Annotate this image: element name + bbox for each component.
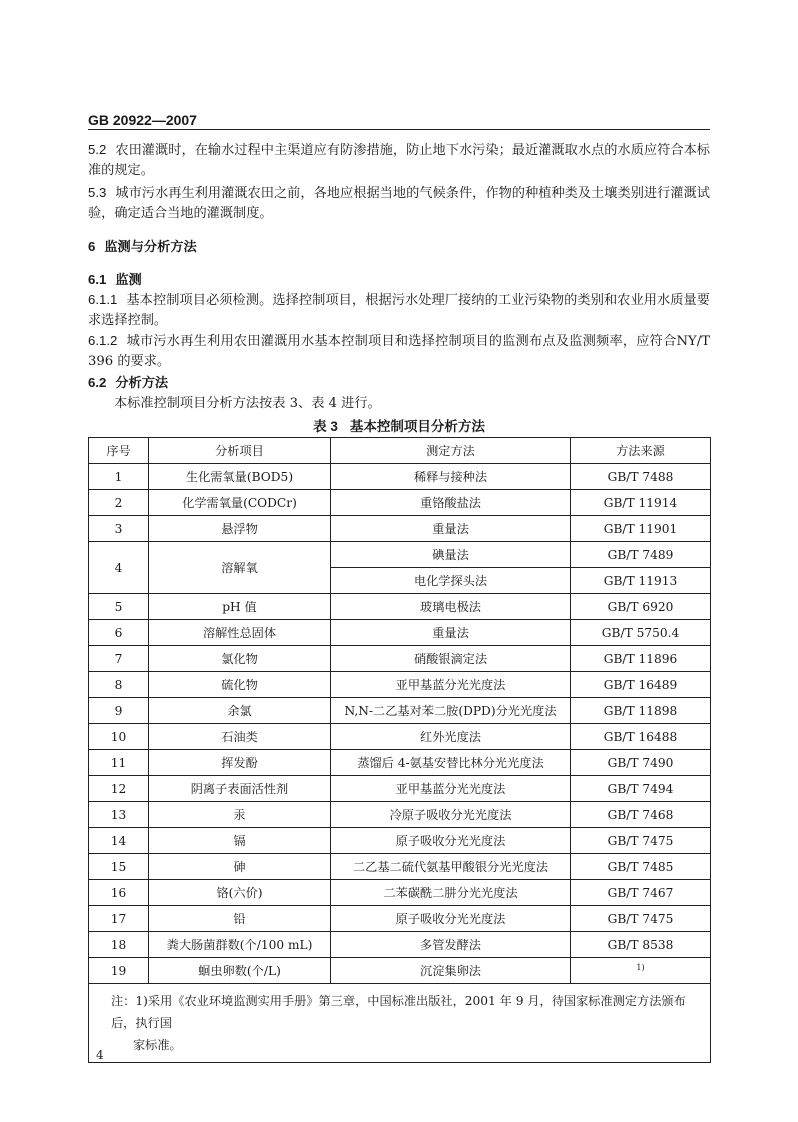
row-source: GB/T 7485: [571, 854, 711, 880]
row-method: 稀释与接种法: [331, 464, 571, 490]
row-item: 蛔虫卵数(个/L): [149, 958, 331, 984]
row-no: 12: [89, 776, 149, 802]
row-source: GB/T 11913: [571, 568, 711, 594]
row-method: 原子吸收分光光度法: [331, 828, 571, 854]
table-header-row: [89, 438, 711, 464]
table-note: [89, 984, 711, 1063]
table-row: [89, 906, 711, 932]
row-source: GB/T 7475: [571, 906, 711, 932]
header-method: 测定方法: [331, 438, 571, 464]
row-no: 10: [89, 724, 149, 750]
row-method: 沉淀集卵法: [331, 958, 571, 984]
row-no: 8: [89, 672, 149, 698]
paragraph-6-1-1: [88, 290, 710, 331]
section-heading-6: [88, 237, 710, 257]
clause-number: 6.1.2: [88, 333, 118, 348]
section-number: 6: [88, 239, 96, 254]
table-label: 表 3: [313, 419, 338, 434]
table-row: [89, 542, 711, 568]
table-row: [89, 828, 711, 854]
note-line-2: 家标准。: [133, 1038, 182, 1052]
row-no: 5: [89, 594, 149, 620]
standard-code: GB 20922—2007: [88, 112, 197, 128]
section-title: 监测: [115, 272, 142, 287]
table-row: [89, 958, 711, 984]
section-title: 分析方法: [115, 375, 169, 390]
section-heading-6-2: [88, 373, 710, 393]
row-method: 重量法: [331, 516, 571, 542]
row-method: 冷原子吸收分光光度法: [331, 802, 571, 828]
row-item: 氯化物: [149, 646, 331, 672]
paragraph-6-1-2: [88, 331, 710, 372]
row-method: 玻璃电极法: [331, 594, 571, 620]
row-no: 19: [89, 958, 149, 984]
row-source: GB/T 7490: [571, 750, 711, 776]
row-no: 7: [89, 646, 149, 672]
row-item: 悬浮物: [149, 516, 331, 542]
table-caption: 基本控制项目分析方法: [349, 419, 485, 434]
row-source: GB/T 16489: [571, 672, 711, 698]
row-no: 11: [89, 750, 149, 776]
row-item: 铬(六价): [149, 880, 331, 906]
analysis-methods-table: [88, 437, 711, 1063]
clause-text: 城市污水再生利用灌溉农田之前，各地应根据当地的气候条件，作物的种植种类及土壤类别进行灌溉试验，确定适合当地的灌溉制度。: [88, 186, 710, 221]
table-row: [89, 802, 711, 828]
row-method: 亚甲基蓝分光光度法: [331, 776, 571, 802]
row-no: 1: [89, 464, 149, 490]
table-row: [89, 672, 711, 698]
row-method: 重铬酸盐法: [331, 490, 571, 516]
row-method: 重量法: [331, 620, 571, 646]
row-method: 亚甲基蓝分光光度法: [331, 672, 571, 698]
row-method: 二乙基二硫代氨基甲酸银分光光度法: [331, 854, 571, 880]
row-method: 蒸馏后 4-氨基安替比林分光光度法: [331, 750, 571, 776]
row-method: 红外光度法: [331, 724, 571, 750]
row-source: GB/T 6920: [571, 594, 711, 620]
row-item: 硫化物: [149, 672, 331, 698]
paragraph-5-2: [88, 140, 710, 181]
section-title: 监测与分析方法: [104, 239, 197, 254]
header-source: 方法来源: [571, 438, 711, 464]
row-no: 15: [89, 854, 149, 880]
row-no: 9: [89, 698, 149, 724]
table-note-row: [89, 984, 711, 1063]
row-item: 化学需氧量(CODCr): [149, 490, 331, 516]
paragraph-6-2: 本标准控制项目分析方法按表 3、表 4 进行。: [114, 396, 381, 411]
table-row: [89, 646, 711, 672]
row-source: GB/T 8538: [571, 932, 711, 958]
row-item: 生化需氧量(BOD5): [149, 464, 331, 490]
row-item: 溶解性总固体: [149, 620, 331, 646]
row-item: 镉: [149, 828, 331, 854]
row-source: GB/T 7468: [571, 802, 711, 828]
row-source: [571, 958, 711, 984]
table-row: [89, 620, 711, 646]
row-item: 挥发酚: [149, 750, 331, 776]
table-row: [89, 776, 711, 802]
table-title: [88, 415, 710, 435]
table-row: [89, 880, 711, 906]
row-source: GB/T 11896: [571, 646, 711, 672]
header-no: 序号: [89, 438, 149, 464]
row-method: 原子吸收分光光度法: [331, 906, 571, 932]
paragraph-5-3: [88, 183, 710, 224]
clause-text: 城市污水再生利用农田灌溉用水基本控制项目和选择控制项目的监测布点及监测频率，应符合NY/T 396 的要求。: [88, 334, 710, 369]
table-row: [89, 594, 711, 620]
row-item: 石油类: [149, 724, 331, 750]
clause-text: 农田灌溉时，在输水过程中主渠道应有防渗措施，防止地下水污染；最近灌溉取水点的水质应符合本标准的规定。: [88, 143, 710, 178]
row-item: 阴离子表面活性剂: [149, 776, 331, 802]
row-no: 6: [89, 620, 149, 646]
row-source: GB/T 11898: [571, 698, 711, 724]
row-source: GB/T 5750.4: [571, 620, 711, 646]
row-item: 余氯: [149, 698, 331, 724]
row-method: 电化学探头法: [331, 568, 571, 594]
clause-number: 5.2: [88, 142, 107, 157]
row-source: GB/T 7488: [571, 464, 711, 490]
footnote-marker: 1): [636, 962, 645, 972]
table-row: [89, 490, 711, 516]
row-source: GB/T 11914: [571, 490, 711, 516]
clause-number: 6.1.1: [88, 292, 118, 307]
row-source: GB/T 16488: [571, 724, 711, 750]
table-row: [89, 698, 711, 724]
row-no: 17: [89, 906, 149, 932]
row-method: 碘量法: [331, 542, 571, 568]
row-method: 多管发酵法: [331, 932, 571, 958]
table-row: [89, 932, 711, 958]
row-no: 3: [89, 516, 149, 542]
row-item: 汞: [149, 802, 331, 828]
row-method: 二苯碳酰二肼分光光度法: [331, 880, 571, 906]
row-method: 硝酸银滴定法: [331, 646, 571, 672]
clause-text: 基本控制项目必须检测。选择控制项目，根据污水处理厂接纳的工业污染物的类别和农业用水质量要求选择控制。: [88, 293, 710, 328]
clause-number: 5.3: [88, 185, 107, 200]
row-source: GB/T 7489: [571, 542, 711, 568]
table-row: [89, 464, 711, 490]
table-row: [89, 516, 711, 542]
row-no: 14: [89, 828, 149, 854]
row-no: 13: [89, 802, 149, 828]
section-number: 6.1: [88, 272, 107, 287]
row-item: pH 值: [149, 594, 331, 620]
table-row: [89, 724, 711, 750]
header-item: 分析项目: [149, 438, 331, 464]
page-number: 4: [96, 1048, 104, 1062]
row-item: 粪大肠菌群数(个/100 mL): [149, 932, 331, 958]
row-no: 16: [89, 880, 149, 906]
row-source: GB/T 7494: [571, 776, 711, 802]
note-line-1: 注：1)采用《农业环境监测实用手册》第三章，中国标准出版社，2001 年 9 月，待国家标准测定方法颁布后，执行国: [111, 994, 686, 1030]
row-source: GB/T 7467: [571, 880, 711, 906]
row-no: 4: [89, 542, 149, 594]
section-number: 6.2: [88, 375, 107, 390]
row-no: 2: [89, 490, 149, 516]
row-item: 溶解氧: [149, 542, 331, 594]
row-source: GB/T 7475: [571, 828, 711, 854]
section-heading-6-1: [88, 270, 710, 290]
table-row: [89, 854, 711, 880]
header-rule: [88, 129, 710, 130]
row-method: N,N-二乙基对苯二胺(DPD)分光光度法: [331, 698, 571, 724]
row-item: 铅: [149, 906, 331, 932]
row-item: 砷: [149, 854, 331, 880]
table-row: [89, 750, 711, 776]
row-no: 18: [89, 932, 149, 958]
row-source: GB/T 11901: [571, 516, 711, 542]
